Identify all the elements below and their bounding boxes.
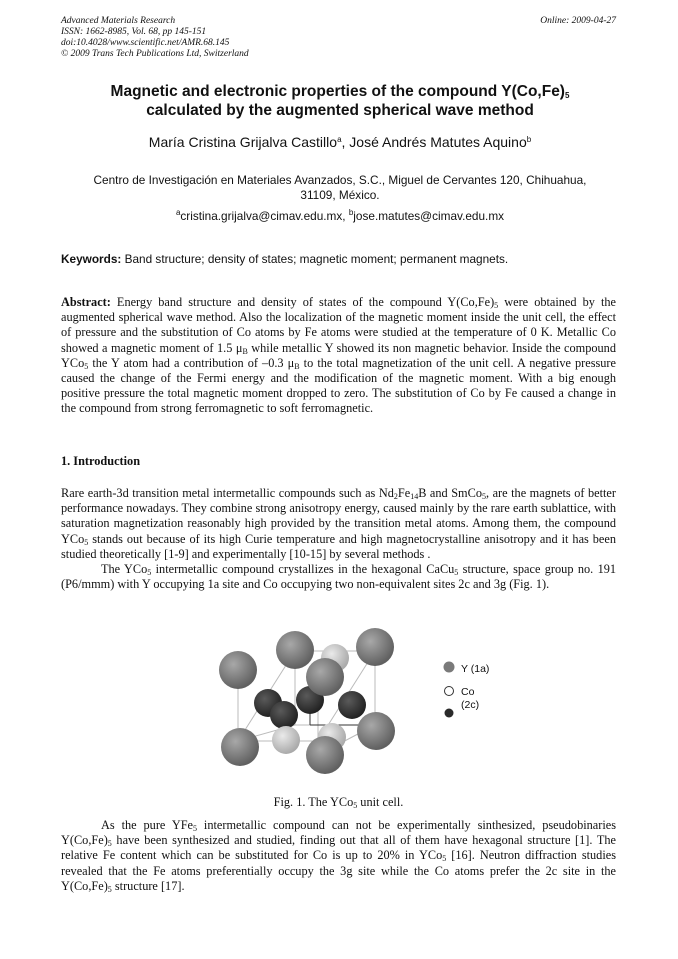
abstract-sub-3: 5 xyxy=(84,361,89,371)
p3-text-c: have been synthesized and studied, finding out that all of them have hexagonal structure [1]. The relative Fe content which can be substituted for Co is up to 20% in YCo xyxy=(61,833,616,863)
p3-sub-1: 5 xyxy=(193,824,198,833)
abstract-sub-1: 5 xyxy=(494,301,499,310)
p1-text-e: stands out because of its high Curie temperature and high magnetocrystalline anisotropy and it has been studied theoretically [1-9] and experimentally [10-15] by several methods . xyxy=(61,531,616,561)
p2-sub-2: 5 xyxy=(454,568,459,578)
y-atom xyxy=(357,712,395,750)
legend-co2c-marker xyxy=(445,709,454,718)
y-atom xyxy=(276,631,314,669)
legend-y-label: Y (1a) xyxy=(461,663,490,675)
email-b[interactable]: jose.matutes@cimav.edu.mx xyxy=(353,209,505,223)
p3-text-a: As the pure YFe xyxy=(101,818,194,832)
copyright-line: © 2009 Trans Tech Publications Ltd, Switzerland xyxy=(61,49,249,59)
p3-text-e: structure [17]. xyxy=(111,878,185,893)
p1-sub-2: 14 xyxy=(410,492,419,501)
abstract-text-4: the Y atom had a contribution of –0.3 μ xyxy=(88,355,295,370)
abstract xyxy=(61,295,616,417)
intro-paragraph-3 xyxy=(61,818,616,894)
p3-text-d: [16]. Neutron diffraction studies revealed that the Fe atoms preferentially occupy the 3g site while the Co atoms prefer the 2c site in the Y(Co,Fe) xyxy=(61,848,616,893)
journal-name: Advanced Materials Research xyxy=(61,16,176,26)
atoms xyxy=(219,628,395,774)
abstract-text-2: were obtained by the augmented spherical wave method. Also the localization of the magnetic moment inside the unit cell, the effect of pressure and the substitution of Co atoms by Fe atoms were studied at the temperature of 0 K. Metallic Co showed a magnetic moment of 1.5 μ xyxy=(61,295,616,355)
p1-sub-3: 5 xyxy=(481,492,486,501)
figure-legend xyxy=(444,662,455,718)
p3-text-b: intermetallic compound can not be experimentally sinthesized, pseudobinaries Y(Co,Fe) xyxy=(61,818,617,848)
y-atom xyxy=(221,728,259,766)
y-atom xyxy=(219,651,257,689)
keywords xyxy=(61,252,621,266)
legend-y-marker xyxy=(444,662,455,673)
intro-paragraph-2 xyxy=(61,562,616,592)
y-atom xyxy=(306,658,344,696)
p1-sub-1: 2 xyxy=(393,492,398,501)
email-a[interactable]: cristina.grijalva@cimav.edu.mx, xyxy=(180,209,349,223)
abstract-text-1: Energy band structure and density of states of the compound Y(Co,Fe) xyxy=(110,295,495,309)
abstract-text-5: to the total magnetization of the unit cell. A negative pressure caused the change of the Fermi energy and the modification of the magnetic moment. With a big enough positive pressure the total magnetic moment dropped to zero. The substitution of Co by Fe caused a change in the compound from strong ferromagnetic to soft ferromagnetic. xyxy=(61,355,616,416)
intro-paragraphs xyxy=(61,486,616,592)
y-atom xyxy=(306,736,344,774)
caption-text-a: Fig. 1. The YCo xyxy=(273,795,354,809)
abstract-text-3: while metallic Y showed its non magnetic behavior. Inside the compound YCo xyxy=(61,340,616,370)
author-2-affil: b xyxy=(526,135,532,144)
co-2c-atom xyxy=(338,691,366,719)
legend-co-label: Co xyxy=(461,686,475,698)
caption-text-b: unit cell. xyxy=(357,795,404,809)
abstract-label: Abstract: xyxy=(61,295,111,309)
intro-paragraph-1 xyxy=(61,486,616,562)
abstract-sub-2: B xyxy=(242,346,248,356)
affiliation-line1: Centro de Investigación en Materiales Avanzados, S.C., Miguel de Cervantes 120, Chihuahua, xyxy=(93,173,587,187)
p1-sub-4: 5 xyxy=(84,537,89,547)
figure-caption xyxy=(61,795,616,810)
issn-line: ISSN: 1662-8985, Vol. 68, pp 145-151 xyxy=(61,27,207,37)
affiliation-line2: 31109, México. xyxy=(300,188,380,202)
abstract-sub-4: B xyxy=(294,361,300,371)
p2-text-b: intermetallic compound crystallizes in the hexagonal CaCu xyxy=(151,562,455,577)
p1-text-b: Fe xyxy=(397,486,411,500)
legend-co2c-label: (2c) xyxy=(461,699,480,711)
author-separator: , xyxy=(341,134,350,150)
p3-sub-3: 5 xyxy=(442,854,447,864)
authors xyxy=(40,134,640,150)
author-1-affil: a xyxy=(337,135,342,144)
journal-header xyxy=(61,16,249,60)
p3-sub-4: 5 xyxy=(107,884,112,894)
email-a-marker: a xyxy=(175,208,181,217)
section-heading: 1. Introduction xyxy=(61,454,141,468)
title-line1: Magnetic and electronic properties of the compound Y(Co,Fe) xyxy=(110,83,565,100)
keywords-label: Keywords: xyxy=(61,252,122,266)
p2-text-c: structure, space group no. 191 (P6/mmm) with Y occupying 1a site and Co occupying two non-equivalent sites 2c and 3g (Fig. 1). xyxy=(61,562,617,592)
doi-line: doi:10.4028/www.scientific.net/AMR.68.145 xyxy=(61,38,230,48)
y-atom xyxy=(356,628,394,666)
emails xyxy=(40,209,640,223)
p1-text-a: Rare earth-3d transition metal intermetallic compounds such as Nd xyxy=(61,486,394,500)
caption-sub: 5 xyxy=(353,801,358,810)
p2-text-a: The YCo xyxy=(101,562,148,577)
title-subscript: 5 xyxy=(564,91,570,100)
p1-text-d: , are the magnets of better performance nowadays. They combine strong anisotropy energy, caused mainly by the rare earth sublattice, with saturation magnetization reasonably high provided by the transition metal atoms. Among them, the compound YCo xyxy=(61,486,616,546)
paper-title xyxy=(60,82,620,120)
legend-co-marker xyxy=(445,687,454,696)
title-line2: calculated by the augmented spherical wave method xyxy=(146,102,534,119)
online-date: Online: 2009-04-27 xyxy=(540,16,616,26)
author-2: José Andrés Matutes Aquino xyxy=(349,134,527,150)
email-b-marker: b xyxy=(348,208,354,217)
co-3g-atom xyxy=(272,726,300,754)
co-2c-atom xyxy=(270,701,298,729)
p2-sub-1: 5 xyxy=(147,568,152,578)
p3-sub-2: 5 xyxy=(107,839,112,849)
p1-text-c: B and SmCo xyxy=(418,486,482,500)
unit-cell-diagram xyxy=(200,625,500,785)
keywords-text: Band structure; density of states; magnetic moment; permanent magnets. xyxy=(121,252,509,266)
affiliation xyxy=(40,173,640,203)
author-1: María Cristina Grijalva Castillo xyxy=(148,134,338,150)
unit-cell-figure xyxy=(200,625,500,785)
